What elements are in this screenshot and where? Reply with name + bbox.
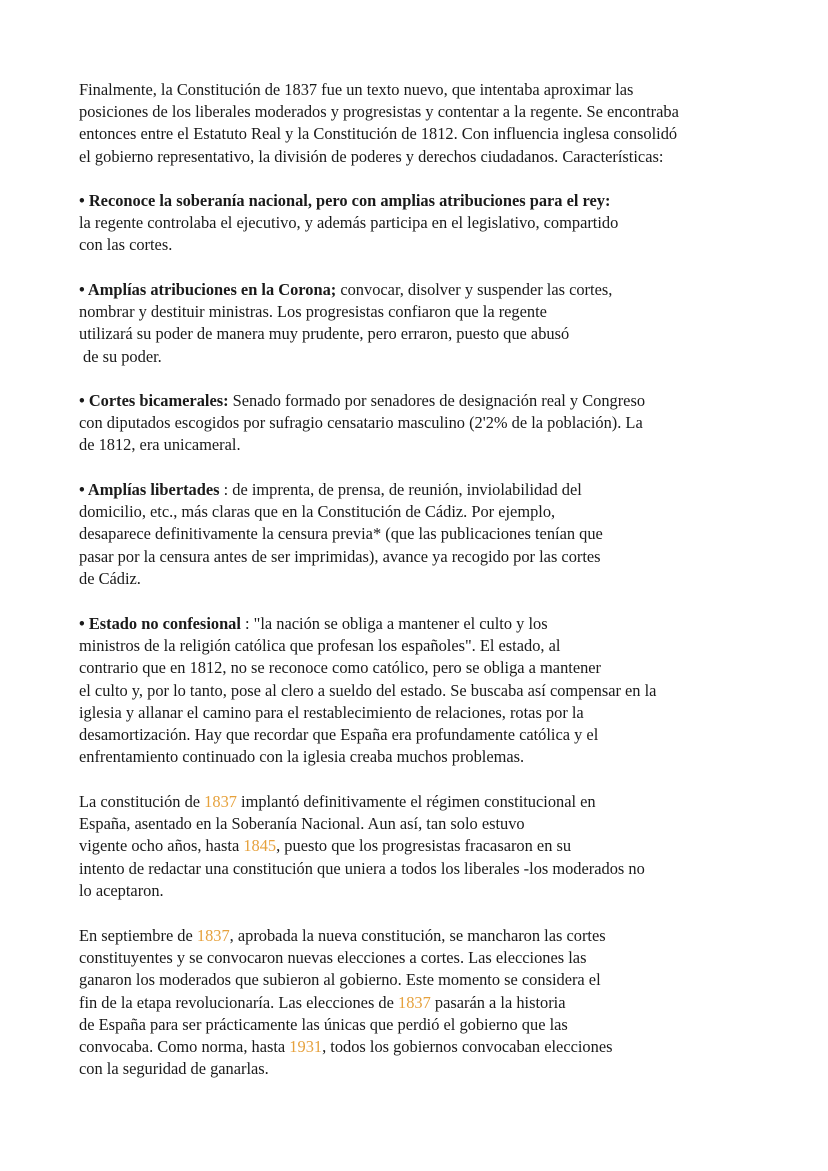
text-line: intento de redactar una constitución que uniera a todos los liberales -los moderados no <box>79 858 645 878</box>
text-line: posiciones de los liberales moderados y progresistas y contentar a la regente. Se encontraba <box>79 102 679 122</box>
text-fragment: Senado formado por senadores de designación real y Congreso <box>228 391 646 410</box>
text-line <box>79 925 779 947</box>
text-fragment: En septiembre de <box>79 926 197 945</box>
libertades-paragraph <box>79 479 779 590</box>
bullet-heading: • Reconoce la soberanía nacional, pero con amplias atribuciones para el rey: <box>79 191 611 210</box>
text-line: de su poder. <box>83 346 162 366</box>
text-line: nombrar y destituir ministras. Los progresistas confiaron que la regente <box>79 302 547 322</box>
text-line: enfrentamiento continuado con la iglesia creaba muchos problemas. <box>79 747 525 767</box>
text-fragment: implantó definitivamente el régimen constitucional en <box>236 792 596 811</box>
year-highlight: 1837 <box>204 792 237 811</box>
text-line <box>79 791 779 813</box>
implanto-paragraph <box>79 791 779 902</box>
year-highlight: 1931 <box>289 1037 323 1057</box>
text-fragment: , puesto que los progresistas fracasaron en su <box>276 836 572 856</box>
text-fragment: convocaba. Como norma, hasta <box>79 1037 290 1057</box>
cortes-paragraph <box>79 390 779 457</box>
soberania-paragraph <box>79 190 779 257</box>
text-fragment: La constitución de <box>79 792 205 811</box>
text-fragment: : de imprenta, de prensa, de reunión, inviolabilidad del <box>219 480 582 499</box>
text-line <box>79 1036 779 1058</box>
text-line <box>79 992 779 1014</box>
bullet-heading: • Cortes bicamerales: <box>79 391 229 410</box>
year-highlight: 1837 <box>398 992 431 1012</box>
text-line <box>79 390 779 412</box>
text-fragment: convocar, disolver y suspender las cortes, <box>336 280 613 299</box>
text-line: constituyentes y se convocaron nuevas elecciones a cortes. Las elecciones las <box>79 948 587 968</box>
text-line: lo aceptaron. <box>79 880 164 900</box>
text-line: con las cortes. <box>79 235 173 255</box>
text-line <box>79 835 779 857</box>
text-line: el culto y, por lo tanto, pose al clero a sueldo del estado. Se buscaba así compensar en la <box>79 680 657 700</box>
text-line: de España para ser prácticamente las únicas que perdió el gobierno que las <box>79 1014 568 1034</box>
year-highlight: 1845 <box>243 836 277 856</box>
text-line: de 1812, era unicameral. <box>79 435 241 455</box>
text-fragment: : "la nación se obliga a mantener el culto y los <box>240 614 548 633</box>
text-line: con la seguridad de ganarlas. <box>79 1059 269 1079</box>
text-line: el gobierno representativo, la división de poderes y derechos ciudadanos. Características: <box>79 146 664 166</box>
text-line: de Cádiz. <box>79 568 141 588</box>
text-line: iglesia y allanar el camino para el restablecimiento de relaciones, rotas por la <box>79 702 584 722</box>
text-line: domicilio, etc., más claras que en la Constitución de Cádiz. Por ejemplo, <box>79 502 556 522</box>
bullet-heading: • Amplías libertades <box>79 480 220 499</box>
text-line: la regente controlaba el ejecutivo, y además participa en el legislativo, compartido <box>79 213 619 233</box>
text-line: ministros de la religión católica que profesan los españoles". El estado, al <box>79 636 561 656</box>
text-line <box>79 279 779 301</box>
text-fragment: pasarán a la historia <box>430 992 566 1012</box>
text-line <box>79 479 779 501</box>
text-line: ganaron los moderados que subieron al gobierno. Este momento se considera el <box>79 970 601 990</box>
text-fragment: , aprobada la nueva constitución, se mancharon las cortes <box>229 926 606 945</box>
text-line: España, asentado en la Soberanía Nacional. Aun así, tan solo estuvo <box>79 814 525 834</box>
text-line: desamortización. Hay que recordar que España era profundamente católica y el <box>79 725 599 745</box>
intro-paragraph <box>79 79 779 168</box>
text-line: contrario que en 1812, no se reconoce como católico, pero se obliga a mantener <box>79 658 602 678</box>
bullet-heading: • Amplías atribuciones en la Corona; <box>79 280 337 299</box>
text-line: Finalmente, la Constitución de 1837 fue un texto nuevo, que intentaba aproximar las <box>79 80 634 99</box>
text-line: utilizará su poder de manera muy prudente, pero erraron, puesto que abusó <box>79 324 570 344</box>
year-highlight: 1837 <box>196 926 230 945</box>
text-line <box>79 613 779 635</box>
bullet-heading: • Estado no confesional <box>79 614 241 633</box>
corona-paragraph <box>79 279 779 368</box>
text-fragment: vigente ocho años, hasta <box>79 836 244 856</box>
text-line: pasar por la censura antes de ser imprimidas), avance ya recogido por las cortes <box>79 546 601 566</box>
estado-paragraph <box>79 613 779 768</box>
text-fragment: , todos los gobiernos convocaban elecciones <box>322 1037 613 1057</box>
text-line: entonces entre el Estatuto Real y la Constitución de 1812. Con influencia inglesa consolidó <box>79 124 678 144</box>
text-line: con diputados escogidos por sufragio censatario masculino (2'2% de la población). La <box>79 413 643 433</box>
text-line: desaparece definitivamente la censura previa* (que las publicaciones tenían que <box>79 524 603 544</box>
text-fragment: fin de la etapa revolucionaría. Las elecciones de <box>79 992 399 1012</box>
septiembre-paragraph <box>79 925 779 1080</box>
